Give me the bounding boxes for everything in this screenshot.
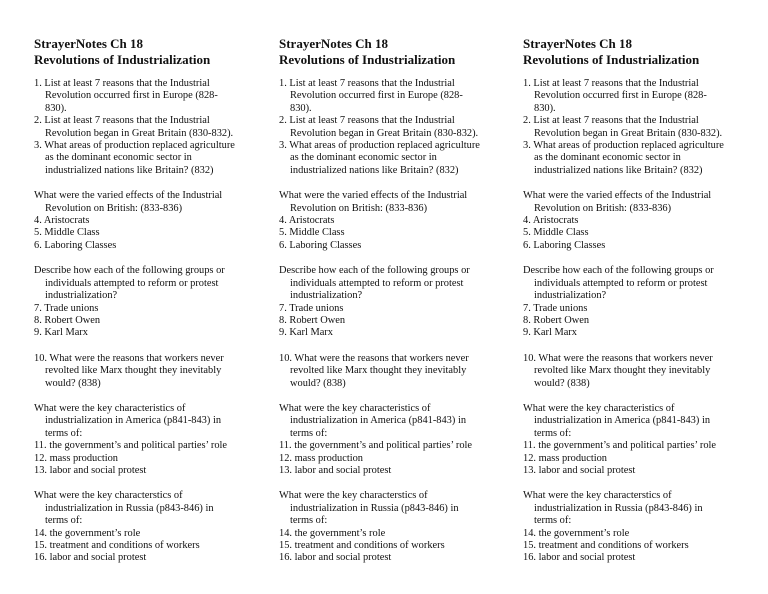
question-block: [523, 265, 755, 339]
question-line: revolted like Marx thought they inevitably: [534, 365, 711, 377]
question-line: Revolution on British: (833-836): [534, 202, 672, 214]
question-line: as the dominant economic sector in: [45, 152, 192, 164]
question-block: [279, 403, 511, 477]
question-line: 9. Karl Marx: [279, 327, 333, 339]
question-line: Revolution began in Great Britain (830-832).: [290, 127, 479, 139]
question-line: 1. List at least 7 reasons that the Industrial: [523, 78, 699, 89]
question-line: terms of:: [45, 427, 83, 439]
title-line: StrayerNotes Ch 18: [34, 36, 144, 51]
question-line: 830).: [45, 102, 67, 114]
question-line: 3. What areas of production replaced agriculture: [279, 140, 480, 152]
question-line: What were the key characterstics of: [523, 490, 672, 502]
page-title: [523, 36, 755, 68]
question-line: What were the key characterstics of: [34, 490, 183, 502]
question-line: 4. Aristocrats: [279, 215, 335, 227]
question-line: 830).: [534, 102, 556, 114]
question-line: Revolution occurred first in Europe (828-: [534, 90, 707, 102]
question-line: 10. What were the reasons that workers never: [279, 352, 469, 364]
question-block: [34, 190, 266, 252]
title-line: StrayerNotes Ch 18: [279, 36, 389, 51]
question-line: industrialization in Russia (p843-846) in: [290, 502, 459, 514]
question-line: 14. the government’s role: [279, 527, 386, 539]
subtitle-line: Revolutions of Industrialization: [34, 52, 211, 67]
question-line: industrialization in America (p841-843) in: [534, 415, 711, 427]
question-line: 16. labor and social protest: [279, 552, 392, 564]
question-block: [523, 403, 755, 477]
question-line: 15. treatment and conditions of workers: [279, 540, 445, 551]
question-line: 13. labor and social protest: [34, 464, 147, 476]
question-line: 8. Robert Owen: [279, 314, 346, 326]
question-line: Describe how each of the following groups or: [34, 265, 225, 277]
question-line: 15. treatment and conditions of workers: [523, 540, 689, 551]
question-line: Revolution on British: (833-836): [45, 202, 183, 214]
question-line: 5. Middle Class: [523, 227, 589, 239]
question-line: 3. What areas of production replaced agriculture: [523, 140, 724, 152]
question-line: 10. What were the reasons that workers never: [523, 352, 713, 364]
question-line: Revolution occurred first in Europe (828-: [45, 90, 218, 102]
question-line: Revolution began in Great Britain (830-832).: [45, 127, 234, 139]
question-line: revolted like Marx thought they inevitably: [290, 365, 467, 377]
question-line: industrialization in America (p841-843) in: [45, 415, 222, 427]
question-line: What were the key characterstics of: [279, 490, 428, 502]
column-2: [279, 36, 511, 578]
question-line: 13. labor and social protest: [279, 464, 392, 476]
question-line: as the dominant economic sector in: [290, 152, 437, 164]
question-line: individuals attempted to reform or protest: [290, 277, 464, 289]
question-line: industrialization?: [290, 290, 363, 302]
question-line: industrialization in Russia (p843-846) in: [45, 502, 214, 514]
question-line: 16. labor and social protest: [523, 552, 636, 564]
question-line: 2. List at least 7 reasons that the Industrial: [523, 115, 699, 127]
question-line: 6. Laboring Classes: [34, 239, 117, 251]
question-line: What were the varied effects of the Industrial: [279, 190, 468, 202]
question-line: 6. Laboring Classes: [279, 239, 362, 251]
question-line: 1. List at least 7 reasons that the Industrial: [34, 78, 210, 89]
question-line: What were the varied effects of the Industrial: [523, 190, 712, 202]
question-line: 11. the government’s and political parties’ role: [34, 440, 228, 452]
question-line: industrialized nations like Britain? (832): [290, 164, 459, 176]
subtitle-line: Revolutions of Industrialization: [523, 52, 700, 67]
question-line: industrialization?: [534, 290, 607, 302]
question-line: What were the key characteristics of: [34, 402, 186, 414]
column-3: [523, 36, 755, 578]
question-block: [34, 265, 266, 339]
question-line: 12. mass production: [34, 452, 118, 464]
question-line: 7. Trade unions: [34, 302, 99, 314]
page-title: [279, 36, 511, 68]
question-block: [279, 490, 511, 564]
question-block: [34, 353, 266, 390]
question-block: [279, 265, 511, 339]
question-line: terms of:: [290, 427, 328, 439]
question-line: terms of:: [534, 515, 572, 527]
title-line: StrayerNotes Ch 18: [523, 36, 633, 51]
question-line: industrialization in America (p841-843) in: [290, 415, 467, 427]
question-line: 5. Middle Class: [279, 227, 345, 239]
question-line: 5. Middle Class: [34, 227, 100, 239]
question-line: 9. Karl Marx: [34, 327, 88, 339]
question-line: 3. What areas of production replaced agriculture: [34, 140, 235, 152]
question-block: [279, 190, 511, 252]
question-line: 7. Trade unions: [523, 302, 588, 314]
question-line: 15. treatment and conditions of workers: [34, 540, 200, 551]
question-line: What were the varied effects of the Industrial: [34, 190, 223, 202]
question-line: industrialization?: [45, 290, 118, 302]
question-line: 9. Karl Marx: [523, 327, 577, 339]
question-block: [279, 78, 511, 177]
question-line: 4. Aristocrats: [34, 215, 90, 227]
page-title: [34, 36, 266, 68]
question-line: 14. the government’s role: [34, 527, 141, 539]
question-line: individuals attempted to reform or protest: [45, 277, 219, 289]
question-line: 2. List at least 7 reasons that the Industrial: [279, 115, 455, 127]
question-line: 4. Aristocrats: [523, 215, 579, 227]
question-line: 12. mass production: [279, 452, 363, 464]
question-line: 11. the government’s and political parties’ role: [279, 440, 473, 452]
question-line: would? (838): [290, 377, 346, 389]
question-line: 11. the government’s and political parties’ role: [523, 440, 717, 452]
column-1: [34, 36, 266, 578]
question-line: Revolution occurred first in Europe (828-: [290, 90, 463, 102]
subtitle-line: Revolutions of Industrialization: [279, 52, 456, 67]
question-block: [523, 190, 755, 252]
question-line: What were the key characteristics of: [523, 402, 675, 414]
question-line: as the dominant economic sector in: [534, 152, 681, 164]
question-line: would? (838): [45, 377, 101, 389]
question-line: industrialized nations like Britain? (832): [45, 164, 214, 176]
question-line: terms of:: [45, 515, 83, 527]
question-line: 830).: [290, 102, 312, 114]
question-block: [523, 490, 755, 564]
question-line: 1. List at least 7 reasons that the Industrial: [279, 78, 455, 89]
question-block: [523, 78, 755, 177]
question-line: industrialized nations like Britain? (832): [534, 164, 703, 176]
question-block: [279, 353, 511, 390]
question-line: terms of:: [534, 427, 572, 439]
question-line: 16. labor and social protest: [34, 552, 147, 564]
question-line: revolted like Marx thought they inevitably: [45, 365, 222, 377]
question-block: [34, 403, 266, 477]
question-line: 8. Robert Owen: [34, 314, 101, 326]
question-line: industrialization in Russia (p843-846) in: [534, 502, 703, 514]
question-line: What were the key characteristics of: [279, 402, 431, 414]
question-line: would? (838): [534, 377, 590, 389]
question-line: 8. Robert Owen: [523, 314, 590, 326]
question-line: Describe how each of the following groups or: [279, 265, 470, 277]
question-line: 14. the government’s role: [523, 527, 630, 539]
question-line: 2. List at least 7 reasons that the Industrial: [34, 115, 210, 127]
question-line: terms of:: [290, 515, 328, 527]
question-line: Revolution on British: (833-836): [290, 202, 428, 214]
question-line: 6. Laboring Classes: [523, 239, 606, 251]
question-line: 10. What were the reasons that workers never: [34, 352, 224, 364]
question-line: Revolution began in Great Britain (830-832).: [534, 127, 723, 139]
question-block: [34, 78, 266, 177]
question-line: individuals attempted to reform or protest: [534, 277, 708, 289]
question-block: [523, 353, 755, 390]
question-line: 7. Trade unions: [279, 302, 344, 314]
question-line: 13. labor and social protest: [523, 464, 636, 476]
question-block: [34, 490, 266, 564]
question-line: Describe how each of the following groups or: [523, 265, 714, 277]
question-line: 12. mass production: [523, 452, 607, 464]
